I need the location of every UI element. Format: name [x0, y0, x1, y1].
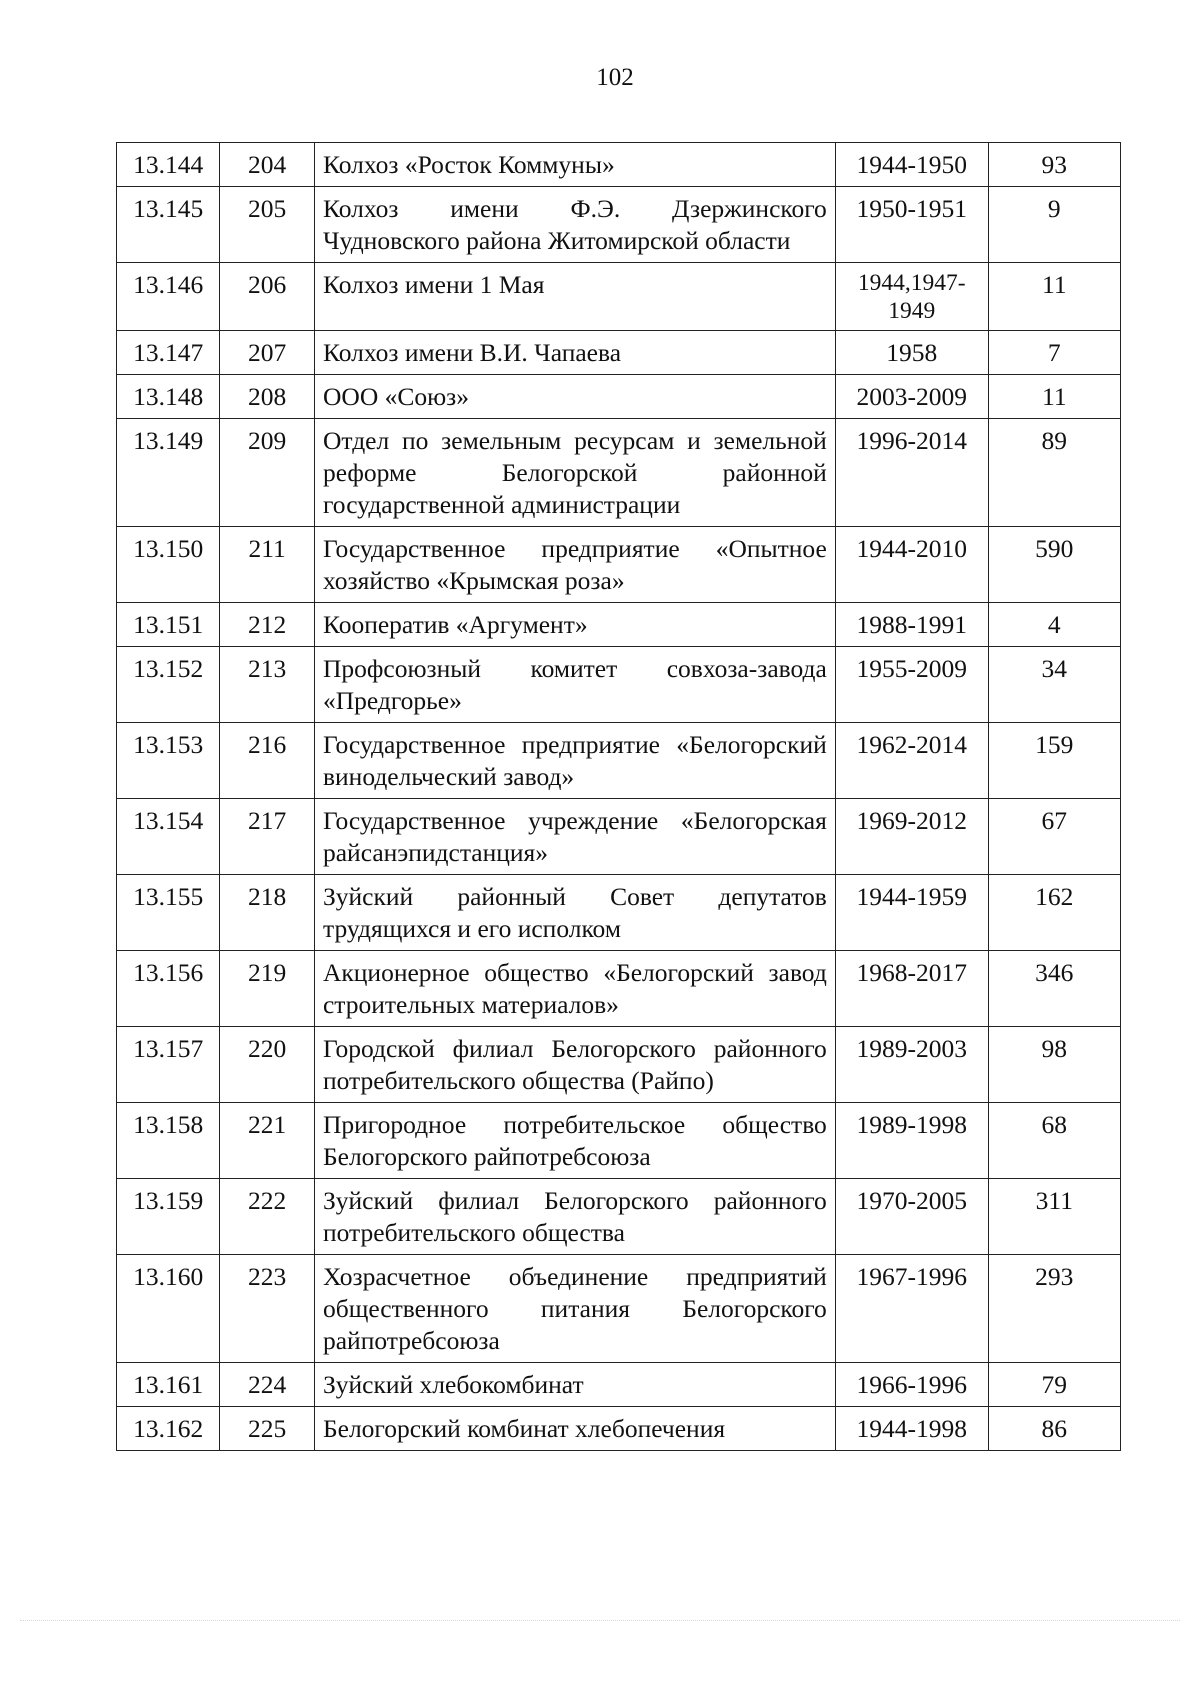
table-row: [117, 263, 1121, 331]
file-count: 4: [988, 603, 1120, 647]
file-count: 293: [988, 1255, 1120, 1363]
fund-years: 1989-2003: [835, 1027, 988, 1103]
fund-name: Государственное предприятие «Белогорский винодельческий завод»: [314, 723, 835, 799]
fund-name: Кооператив «Аргумент»: [314, 603, 835, 647]
file-count: 79: [988, 1363, 1120, 1407]
fund-number: 205: [220, 187, 315, 263]
fund-name: Колхоз имени Ф.Э. Дзержинского Чудновского района Житомирской области: [314, 187, 835, 263]
table-row: [117, 647, 1121, 723]
fund-name: Зуйский районный Совет депутатов трудящихся и его исполком: [314, 875, 835, 951]
fund-number: 209: [220, 419, 315, 527]
fund-number: 225: [220, 1407, 315, 1451]
table-row: [117, 143, 1121, 187]
fund-name: Белогорский комбинат хлебопечения: [314, 1407, 835, 1451]
fund-name: Колхоз имени 1 Мая: [314, 263, 835, 331]
table-row: [117, 799, 1121, 875]
file-count: 11: [988, 375, 1120, 419]
fund-years: 2003-2009: [835, 375, 988, 419]
fund-number: 220: [220, 1027, 315, 1103]
fund-years: 1996-2014: [835, 419, 988, 527]
table-row: [117, 1027, 1121, 1103]
file-count: 311: [988, 1179, 1120, 1255]
table-row: [117, 1255, 1121, 1363]
row-number: 13.158: [117, 1103, 220, 1179]
table-row: [117, 527, 1121, 603]
fund-years: 1968-2017: [835, 951, 988, 1027]
fund-name: Отдел по земельным ресурсам и земельной реформе Белогорской районной государственной администрации: [314, 419, 835, 527]
row-number: 13.146: [117, 263, 220, 331]
file-count: 34: [988, 647, 1120, 723]
fund-number: 216: [220, 723, 315, 799]
table-row: [117, 331, 1121, 375]
file-count: 11: [988, 263, 1120, 331]
fund-years: 1950-1951: [835, 187, 988, 263]
fund-number: 207: [220, 331, 315, 375]
table-row: [117, 603, 1121, 647]
row-number: 13.156: [117, 951, 220, 1027]
row-number: 13.147: [117, 331, 220, 375]
file-count: 9: [988, 187, 1120, 263]
fund-name: Колхоз «Росток Коммуны»: [314, 143, 835, 187]
fund-name: Профсоюзный комитет совхоза-завода «Предгорье»: [314, 647, 835, 723]
file-count: 89: [988, 419, 1120, 527]
row-number: 13.150: [117, 527, 220, 603]
row-number: 13.151: [117, 603, 220, 647]
fund-years: 1944,1947-1949: [835, 263, 988, 331]
fund-name: Государственное предприятие «Опытное хозяйство «Крымская роза»: [314, 527, 835, 603]
fund-years: 1944-1959: [835, 875, 988, 951]
fund-number: 204: [220, 143, 315, 187]
row-number: 13.160: [117, 1255, 220, 1363]
table-row: [117, 951, 1121, 1027]
fund-name: Хозрасчетное объединение предприятий общественного питания Белогорского райпотребсоюза: [314, 1255, 835, 1363]
fund-number: 206: [220, 263, 315, 331]
row-number: 13.153: [117, 723, 220, 799]
fund-years: 1989-1998: [835, 1103, 988, 1179]
row-number: 13.144: [117, 143, 220, 187]
table-row: [117, 1103, 1121, 1179]
row-number: 13.149: [117, 419, 220, 527]
fund-number: 221: [220, 1103, 315, 1179]
row-number: 13.154: [117, 799, 220, 875]
fund-name: Зуйский хлебокомбинат: [314, 1363, 835, 1407]
file-count: 67: [988, 799, 1120, 875]
fund-years: 1970-2005: [835, 1179, 988, 1255]
file-count: 68: [988, 1103, 1120, 1179]
fund-years: 1966-1996: [835, 1363, 988, 1407]
file-count: 93: [988, 143, 1120, 187]
file-count: 590: [988, 527, 1120, 603]
table-row: [117, 723, 1121, 799]
fund-name: Зуйский филиал Белогорского районного потребительского общества: [314, 1179, 835, 1255]
fund-years: 1958: [835, 331, 988, 375]
fund-name: Государственное учреждение «Белогорская райсанэпидстанция»: [314, 799, 835, 875]
table-row: [117, 1407, 1121, 1451]
row-number: 13.148: [117, 375, 220, 419]
archive-funds-table: [116, 142, 1121, 1451]
fund-years: 1969-2012: [835, 799, 988, 875]
fund-years: 1962-2014: [835, 723, 988, 799]
fund-number: 211: [220, 527, 315, 603]
fund-name: Пригородное потребительское общество Белогорского райпотребсоюза: [314, 1103, 835, 1179]
fund-years: 1967-1996: [835, 1255, 988, 1363]
page-number: 102: [596, 64, 634, 91]
scan-edge-divider: [20, 1620, 1180, 1621]
table-row: [117, 1179, 1121, 1255]
fund-years: 1944-1950: [835, 143, 988, 187]
fund-number: 217: [220, 799, 315, 875]
table-row: [117, 375, 1121, 419]
fund-name: Колхоз имени В.И. Чапаева: [314, 331, 835, 375]
fund-name: Акционерное общество «Белогорский завод строительных материалов»: [314, 951, 835, 1027]
fund-name: Городской филиал Белогорского районного потребительского общества (Райпо): [314, 1027, 835, 1103]
fund-number: 218: [220, 875, 315, 951]
fund-number: 212: [220, 603, 315, 647]
row-number: 13.152: [117, 647, 220, 723]
file-count: 346: [988, 951, 1120, 1027]
fund-years: 1944-1998: [835, 1407, 988, 1451]
table-row: [117, 419, 1121, 527]
fund-number: 223: [220, 1255, 315, 1363]
row-number: 13.162: [117, 1407, 220, 1451]
table-row: [117, 187, 1121, 263]
file-count: 98: [988, 1027, 1120, 1103]
fund-name: ООО «Союз»: [314, 375, 835, 419]
fund-number: 222: [220, 1179, 315, 1255]
row-number: 13.157: [117, 1027, 220, 1103]
file-count: 7: [988, 331, 1120, 375]
file-count: 162: [988, 875, 1120, 951]
row-number: 13.161: [117, 1363, 220, 1407]
file-count: 86: [988, 1407, 1120, 1451]
file-count: 159: [988, 723, 1120, 799]
fund-number: 208: [220, 375, 315, 419]
fund-number: 219: [220, 951, 315, 1027]
fund-number: 213: [220, 647, 315, 723]
row-number: 13.155: [117, 875, 220, 951]
row-number: 13.159: [117, 1179, 220, 1255]
fund-years: 1944-2010: [835, 527, 988, 603]
table-row: [117, 875, 1121, 951]
fund-number: 224: [220, 1363, 315, 1407]
fund-years: 1955-2009: [835, 647, 988, 723]
table-row: [117, 1363, 1121, 1407]
row-number: 13.145: [117, 187, 220, 263]
fund-years: 1988-1991: [835, 603, 988, 647]
